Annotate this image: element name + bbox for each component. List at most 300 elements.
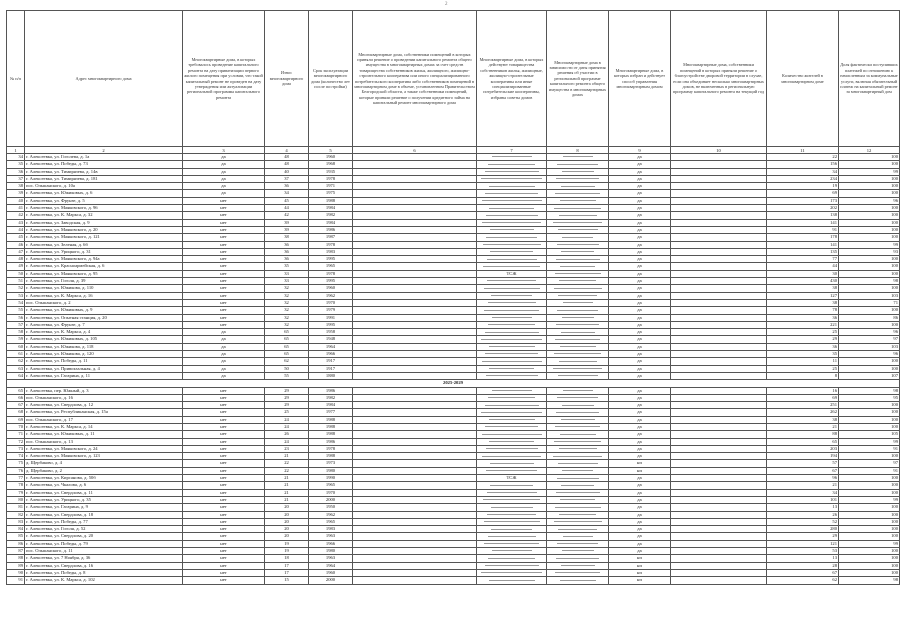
- scan-artifact: [558, 295, 597, 296]
- cell-address: г. Алексеевка, ул. Гоголя, д. 39: [25, 278, 183, 285]
- table-row: [7, 299, 900, 306]
- cell-yard: [671, 482, 767, 489]
- cell-owners-decision: [353, 358, 477, 365]
- scan-artifact: [561, 332, 595, 333]
- cell-address: д. Щербаково, д. 4: [25, 460, 183, 467]
- cell-year: 1986: [309, 226, 353, 233]
- cell-address: г. Алексеевка, ул. Победы, д. 73: [25, 161, 183, 168]
- cell-needs-repair: да: [183, 351, 265, 358]
- cell-owners-decision: [353, 518, 477, 525]
- scan-artifact: [555, 193, 600, 194]
- cell-management: да: [609, 248, 671, 255]
- cell-payment-share: 100: [839, 285, 900, 292]
- cell-address: пос. Ольшанского, д. 10а: [25, 183, 183, 190]
- cell-address: г. Алексеевка, ул. К. Маркса, д. 102: [25, 577, 183, 584]
- cell-residents: 173: [767, 197, 839, 204]
- cell-needs-repair: да: [183, 161, 265, 168]
- scan-artifact: [487, 280, 536, 281]
- cell-address: г. Алексеевка, ул. Маяковского, д. 121: [25, 234, 183, 241]
- table-row: [7, 533, 900, 540]
- table-row: [7, 482, 900, 489]
- cell-year: 1983: [309, 248, 353, 255]
- cell-needs-repair: нет: [183, 402, 265, 409]
- cell-hoa: [477, 526, 547, 533]
- cell-residents: 202: [767, 205, 839, 212]
- cell-address: пос. Ольшанского, д. 16: [25, 394, 183, 401]
- cell-address: г. Алексеевка, ул. К. Маркса, д. 32: [25, 212, 183, 219]
- cell-yard: [671, 299, 767, 306]
- cell-hoa: [477, 577, 547, 584]
- cell-yard: [671, 467, 767, 474]
- cell-yard: [671, 321, 767, 328]
- cell-management: да: [609, 548, 671, 555]
- cell-year: 1986: [309, 438, 353, 445]
- cell-hoa: [477, 307, 547, 314]
- cell-payment-share: 100: [839, 212, 900, 219]
- cell-yard: [671, 234, 767, 241]
- scan-artifact: [556, 412, 599, 413]
- cell-program-date: [547, 190, 609, 197]
- cell-payment-share: 100: [839, 555, 900, 562]
- cell-address: г. Алексеевка, ул. Свердлова, д. 16: [25, 562, 183, 569]
- cell-yard: [671, 438, 767, 445]
- cell-payment-share: 100: [839, 489, 900, 496]
- cell-row-number: 49: [7, 263, 25, 270]
- cell-year: 2000: [309, 577, 353, 584]
- table-row: [7, 175, 900, 182]
- cell-wear: 48: [265, 161, 309, 168]
- cell-management: да: [609, 241, 671, 248]
- cell-yard: [671, 431, 767, 438]
- cell-address: г. Алексеевка, ул. 7 Ноября, д. 36: [25, 555, 183, 562]
- cell-needs-repair: да: [183, 168, 265, 175]
- scan-artifact: [561, 251, 594, 252]
- cell-row-number: 56: [7, 314, 25, 321]
- cell-management: да: [609, 226, 671, 233]
- column-header-6: Многоквартирные дома, собственники помещений в которых приняли решение о проведении капитального ремонта общего имущества в многоквартирных домах за счет средств товарищества собственников жилья, жилищного, жилищно-строительного кооператива или иного специализированного потребительского кооператива либо собственников помещений в многоквартирном доме в объеме, установленном Правительством Белгородской области, а также собственники помещений, которые приняли решение о получении кредитного займа на капитальный ремонт многоквартирного дома: [353, 11, 477, 147]
- cell-payment-share: 100: [839, 511, 900, 518]
- cell-hoa: [477, 387, 547, 394]
- cell-hoa: [477, 496, 547, 503]
- cell-yard: [671, 336, 767, 343]
- cell-row-number: 59: [7, 336, 25, 343]
- table-row: [7, 423, 900, 430]
- cell-program-date: [547, 168, 609, 175]
- scan-artifact: [484, 310, 539, 311]
- cell-needs-repair: нет: [183, 431, 265, 438]
- cell-program-date: [547, 511, 609, 518]
- scan-artifact: [491, 295, 532, 296]
- cell-program-date: [547, 438, 609, 445]
- cell-row-number: 39: [7, 190, 25, 197]
- cell-payment-share: 100: [839, 482, 900, 489]
- cell-wear: 21: [265, 453, 309, 460]
- cell-year: 1983: [309, 526, 353, 533]
- cell-wear: 42: [265, 212, 309, 219]
- cell-hoa: [477, 168, 547, 175]
- table-row: [7, 416, 900, 423]
- cell-yard: [671, 292, 767, 299]
- cell-address: г. Алексеевка, ул. Южиковых, д. 6: [25, 190, 183, 197]
- cell-owners-decision: [353, 555, 477, 562]
- cell-year: 1987: [309, 234, 353, 241]
- cell-program-date: [547, 234, 609, 241]
- cell-hoa: [477, 314, 547, 321]
- scan-artifact: [489, 186, 535, 187]
- cell-yard: [671, 314, 767, 321]
- scan-artifact: [562, 171, 594, 172]
- cell-wear: 48: [265, 154, 309, 161]
- cell-program-date: [547, 482, 609, 489]
- cell-hoa: [477, 482, 547, 489]
- cell-year: 1982: [309, 394, 353, 401]
- table-row: [7, 387, 900, 394]
- cell-program-date: [547, 460, 609, 467]
- cell-payment-share: 100: [839, 409, 900, 416]
- cell-yard: [671, 496, 767, 503]
- table-row: [7, 314, 900, 321]
- cell-owners-decision: [353, 299, 477, 306]
- cell-yard: [671, 533, 767, 540]
- cell-row-number: 72: [7, 438, 25, 445]
- cell-program-date: [547, 489, 609, 496]
- cell-residents: 25: [767, 329, 839, 336]
- cell-yard: [671, 248, 767, 255]
- cell-residents: 156: [767, 161, 839, 168]
- cell-management: нп: [609, 555, 671, 562]
- table-row: [7, 372, 900, 379]
- cell-management: да: [609, 161, 671, 168]
- cell-program-date: [547, 256, 609, 263]
- cell-year: 1917: [309, 365, 353, 372]
- cell-residents: 280: [767, 526, 839, 533]
- cell-yard: [671, 256, 767, 263]
- cell-wear: 36: [265, 248, 309, 255]
- scan-artifact: [562, 317, 594, 318]
- cell-management: да: [609, 496, 671, 503]
- cell-owners-decision: [353, 569, 477, 576]
- cell-year: 1979: [309, 307, 353, 314]
- cell-row-number: 83: [7, 518, 25, 525]
- cell-residents: 36: [767, 343, 839, 350]
- cell-hoa: [477, 431, 547, 438]
- cell-row-number: 68: [7, 409, 25, 416]
- table-row: [7, 190, 900, 197]
- cell-year: 1963: [309, 555, 353, 562]
- cell-hoa: [477, 292, 547, 299]
- scan-artifact: [562, 405, 594, 406]
- cell-program-date: [547, 416, 609, 423]
- cell-residents: 38: [767, 285, 839, 292]
- cell-owners-decision: [353, 387, 477, 394]
- cell-yard: [671, 365, 767, 372]
- cell-year: 1986: [309, 387, 353, 394]
- cell-payment-share: 86: [839, 314, 900, 321]
- scan-artifact: [481, 412, 542, 413]
- table-row: [7, 336, 900, 343]
- cell-needs-repair: нет: [183, 555, 265, 562]
- cell-year: 1988: [309, 416, 353, 423]
- scan-artifact: [554, 353, 601, 354]
- cell-hoa: [477, 248, 547, 255]
- cell-program-date: [547, 205, 609, 212]
- cell-management: да: [609, 197, 671, 204]
- cell-address: г. Алексеевка, ул. Свердлова, д. 20: [25, 533, 183, 540]
- cell-needs-repair: да: [183, 336, 265, 343]
- cell-payment-share: 103: [839, 343, 900, 350]
- table-row: [7, 270, 900, 277]
- cell-owners-decision: [353, 562, 477, 569]
- scan-artifact: [560, 434, 596, 435]
- cell-program-date: [547, 161, 609, 168]
- cell-payment-share: 100: [839, 365, 900, 372]
- cell-owners-decision: [353, 197, 477, 204]
- cell-needs-repair: нет: [183, 416, 265, 423]
- scan-artifact: [482, 200, 542, 201]
- cell-payment-share: 99: [839, 438, 900, 445]
- cell-management: да: [609, 453, 671, 460]
- scan-artifact: [485, 353, 538, 354]
- scan-artifact: [553, 456, 602, 457]
- cell-management: да: [609, 263, 671, 270]
- cell-owners-decision: [353, 190, 477, 197]
- cell-needs-repair: нет: [183, 263, 265, 270]
- cell-needs-repair: нет: [183, 504, 265, 511]
- scan-artifact: [557, 310, 598, 311]
- cell-wear: 32: [265, 314, 309, 321]
- cell-management: да: [609, 540, 671, 547]
- cell-owners-decision: [353, 256, 477, 263]
- cell-management: да: [609, 475, 671, 482]
- cell-program-date: [547, 577, 609, 584]
- cell-address: г. Алексеевка, ул. К. Маркса, д. 14: [25, 423, 183, 430]
- scan-artifact: [489, 441, 534, 442]
- table-row: [7, 358, 900, 365]
- table-row: [7, 365, 900, 372]
- scan-artifact: [481, 178, 542, 179]
- cell-program-date: [547, 343, 609, 350]
- cell-payment-share: 100: [839, 270, 900, 277]
- cell-year: 1966: [309, 351, 353, 358]
- cell-management: нп: [609, 562, 671, 569]
- table-row: [7, 168, 900, 175]
- table-row: [7, 219, 900, 226]
- cell-needs-repair: нет: [183, 256, 265, 263]
- cell-yard: [671, 343, 767, 350]
- cell-yard: [671, 161, 767, 168]
- cell-year: 1978: [309, 270, 353, 277]
- cell-yard: [671, 460, 767, 467]
- cell-management: да: [609, 431, 671, 438]
- cell-owners-decision: [353, 241, 477, 248]
- scan-artifact: [485, 193, 538, 194]
- table-row: [7, 569, 900, 576]
- cell-owners-decision: [353, 278, 477, 285]
- cell-program-date: [547, 365, 609, 372]
- cell-needs-repair: нет: [183, 307, 265, 314]
- cell-management: да: [609, 394, 671, 401]
- scan-artifact: [556, 324, 599, 325]
- cell-program-date: [547, 285, 609, 292]
- scan-artifact: [554, 521, 602, 522]
- cell-residents: 11: [767, 358, 839, 365]
- cell-wear: 20: [265, 511, 309, 518]
- cell-year: 1988: [309, 423, 353, 430]
- cell-address: г. Алексеевка, ул. Победы, д. 8: [25, 569, 183, 576]
- cell-row-number: 90: [7, 569, 25, 576]
- scan-artifact: [492, 550, 532, 551]
- cell-year: 1965: [309, 518, 353, 525]
- cell-program-date: [547, 292, 609, 299]
- scan-artifact: [556, 178, 599, 179]
- cell-program-date: [547, 351, 609, 358]
- cell-wear: 22: [265, 460, 309, 467]
- cell-row-number: 34: [7, 154, 25, 161]
- column-header-1: № п/п: [7, 11, 25, 147]
- table-row: [7, 460, 900, 467]
- cell-management: да: [609, 482, 671, 489]
- cell-needs-repair: нет: [183, 234, 265, 241]
- cell-row-number: 44: [7, 226, 25, 233]
- cell-hoa: [477, 175, 547, 182]
- scan-artifact: [556, 558, 599, 559]
- cell-hoa: [477, 154, 547, 161]
- scan-artifact: [560, 200, 596, 201]
- cell-payment-share: 100: [839, 256, 900, 263]
- cell-payment-share: 98: [839, 387, 900, 394]
- cell-yard: [671, 307, 767, 314]
- cell-address: пос. Ольшанского, д. 13: [25, 438, 183, 445]
- cell-wear: 22: [265, 467, 309, 474]
- cell-yard: [671, 278, 767, 285]
- cell-residents: 141: [767, 241, 839, 248]
- cell-owners-decision: [353, 263, 477, 270]
- cell-wear: 55: [265, 372, 309, 379]
- cell-wear: 21: [265, 496, 309, 503]
- cell-program-date: [547, 569, 609, 576]
- cell-year: 1970: [309, 299, 353, 306]
- scan-artifact: [488, 397, 535, 398]
- cell-needs-repair: нет: [183, 205, 265, 212]
- cell-year: 1995: [309, 321, 353, 328]
- cell-payment-share: 100: [839, 562, 900, 569]
- cell-row-number: 38: [7, 183, 25, 190]
- column-header-8: Многоквартирные дома в зависимости от даты принятия решения об участии в региональной программе капитального ремонта общего имущества в многоквартирных домах: [547, 11, 609, 147]
- cell-year: 1984: [309, 402, 353, 409]
- cell-residents: 96: [767, 475, 839, 482]
- cell-owners-decision: [353, 445, 477, 452]
- cell-residents: 65: [767, 438, 839, 445]
- scan-artifact: [485, 426, 538, 427]
- cell-hoa: [477, 256, 547, 263]
- cell-hoa: [477, 299, 547, 306]
- cell-owners-decision: [353, 175, 477, 182]
- cell-address: г. Алексеевка, ул. Гагарина, д. 11: [25, 372, 183, 379]
- scan-artifact: [556, 492, 600, 493]
- cell-program-date: [547, 496, 609, 503]
- cell-year: 1978: [309, 445, 353, 452]
- cell-owners-decision: [353, 511, 477, 518]
- cell-owners-decision: [353, 438, 477, 445]
- table-row: [7, 343, 900, 350]
- cell-management: да: [609, 168, 671, 175]
- cell-row-number: 47: [7, 248, 25, 255]
- cell-needs-repair: нет: [183, 285, 265, 292]
- cell-needs-repair: нет: [183, 248, 265, 255]
- cell-row-number: 52: [7, 285, 25, 292]
- cell-owners-decision: [353, 409, 477, 416]
- cell-needs-repair: нет: [183, 299, 265, 306]
- column-header-3: Многоквартирные дома, в которых требовалось проведение капитального ремонта на дату приватизации первого жилого помещения при условии, что такой капитальный ремонт не проведен на дату утверждения или актуализации региональной программы капитального ремонта: [183, 11, 265, 147]
- cell-row-number: 81: [7, 504, 25, 511]
- cell-payment-share: 98: [839, 278, 900, 285]
- cell-hoa: [477, 351, 547, 358]
- cell-program-date: [547, 518, 609, 525]
- cell-management: да: [609, 175, 671, 182]
- cell-owners-decision: [353, 205, 477, 212]
- table-row: [7, 438, 900, 445]
- cell-address: г. Алексеевка, ул. Свердлова, д. 18: [25, 511, 183, 518]
- cell-wear: 32: [265, 285, 309, 292]
- scan-artifact: [489, 346, 535, 347]
- cell-yard: [671, 329, 767, 336]
- cell-owners-decision: [353, 219, 477, 226]
- cell-hoa: [477, 467, 547, 474]
- cell-payment-share: 100: [839, 518, 900, 525]
- cell-row-number: 85: [7, 533, 25, 540]
- cell-address: г. Алексеевка, пер. Южный, д. 3: [25, 387, 183, 394]
- cell-payment-share: 91: [839, 467, 900, 474]
- cell-needs-repair: нет: [183, 496, 265, 503]
- cell-yard: [671, 577, 767, 584]
- scan-artifact: [491, 507, 533, 508]
- cell-wear: 20: [265, 533, 309, 540]
- cell-row-number: 84: [7, 526, 25, 533]
- cell-address: г. Алексеевка, ул. К. Маркса, д. 4: [25, 329, 183, 336]
- cell-hoa: [477, 372, 547, 379]
- scan-artifact: [554, 288, 602, 289]
- cell-row-number: 75: [7, 460, 25, 467]
- column-header-5: Срок эксплуатации многоквартирного дома (количество лет после постройки): [309, 11, 353, 147]
- table-body: [7, 154, 900, 585]
- cell-payment-share: 100: [839, 219, 900, 226]
- cell-address: г. Алексеевка, ул. Гагарина, д. 9: [25, 504, 183, 511]
- cell-row-number: 65: [7, 387, 25, 394]
- table-row: [7, 321, 900, 328]
- table-row: [7, 562, 900, 569]
- cell-residents: 13: [767, 504, 839, 511]
- cell-address: пос. Ольшанского, д. 11: [25, 548, 183, 555]
- cell-row-number: 36: [7, 168, 25, 175]
- cell-row-number: 64: [7, 372, 25, 379]
- cell-address: г. Алексеевка, ул. Заводская, д. 9: [25, 219, 183, 226]
- scan-artifact: [563, 536, 593, 537]
- cell-address: г. Алексеевка, ул. Красноармейская, д. 6: [25, 263, 183, 270]
- column-header-2: Адрес многоквартирного дома: [25, 11, 183, 147]
- scan-artifact: [561, 565, 595, 566]
- scan-artifact: [488, 324, 535, 325]
- table-row: [7, 475, 900, 482]
- cell-management: да: [609, 270, 671, 277]
- scan-artifact: [485, 405, 539, 406]
- scan-artifact: [557, 478, 599, 479]
- cell-program-date: [547, 219, 609, 226]
- cell-owners-decision: [353, 394, 477, 401]
- cell-year: 1995: [309, 278, 353, 285]
- cell-year: 1975: [309, 190, 353, 197]
- cell-residents: 62: [767, 577, 839, 584]
- cell-owners-decision: [353, 548, 477, 555]
